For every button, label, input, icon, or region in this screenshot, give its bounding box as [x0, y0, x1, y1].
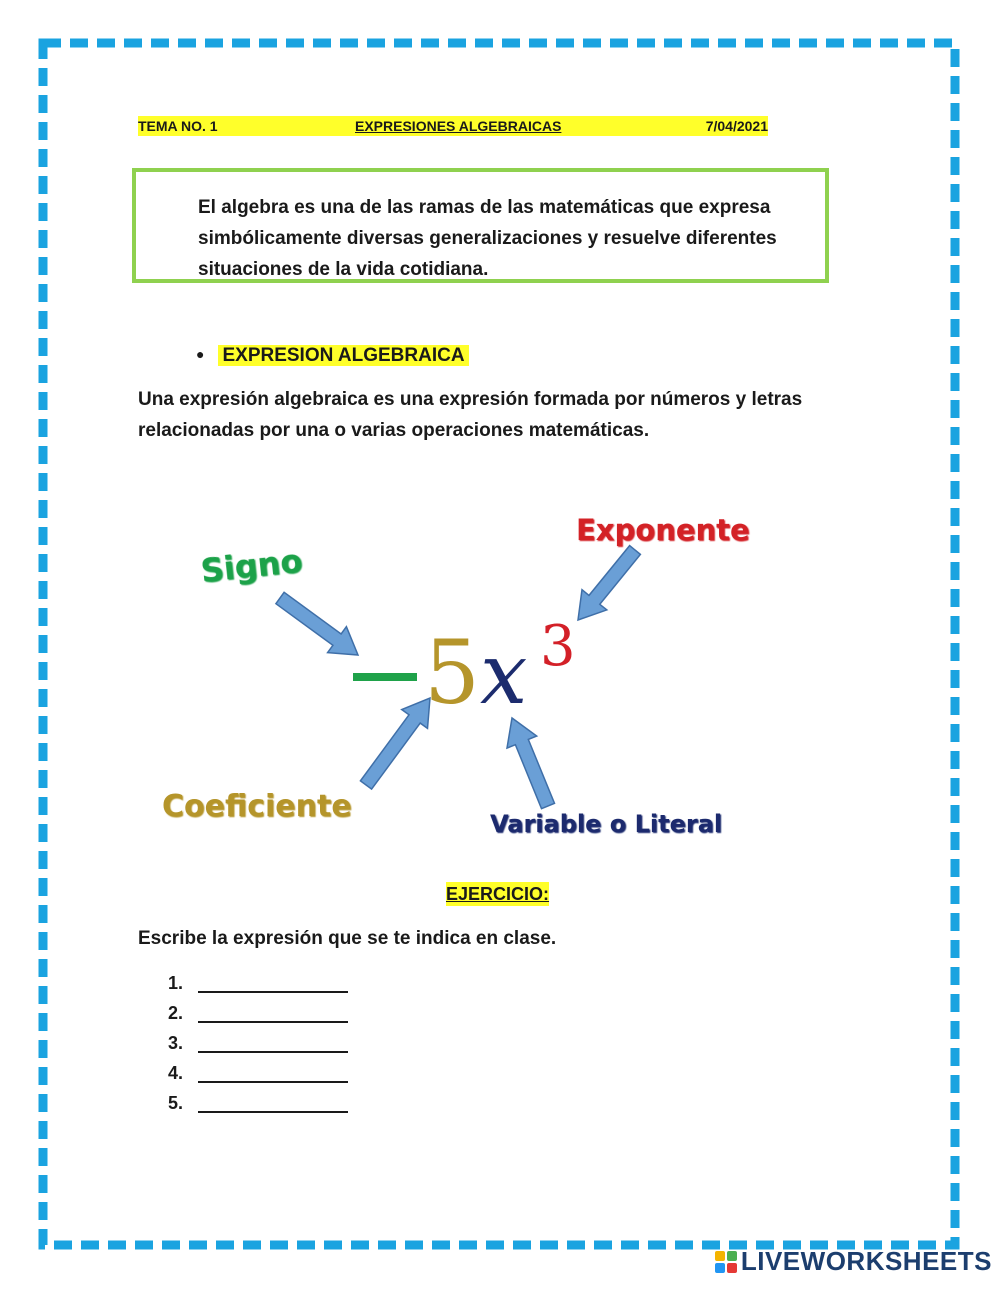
answer-item [168, 998, 348, 1028]
label-coefficient: Coeficiente [162, 789, 352, 824]
answer-blank[interactable] [198, 1033, 348, 1053]
expression [353, 614, 576, 724]
label-sign: Signo [198, 541, 304, 590]
answer-blank[interactable] [198, 1063, 348, 1083]
answer-number: 2. [168, 1003, 184, 1023]
header-row [138, 116, 768, 136]
answer-number: 1. [168, 973, 184, 993]
topic-number: TEMA NO. 1 [138, 118, 218, 134]
exercise-instruction: Escribe la expresión que se te indica en clase. [138, 928, 557, 949]
topic-date: 7/04/2021 [705, 118, 768, 134]
arrow-exponent-icon [578, 546, 640, 620]
answer-item [168, 1088, 348, 1118]
liveworksheets-logo-icon [715, 1251, 737, 1273]
topic-title: EXPRESIONES ALGEBRAICAS [355, 118, 562, 134]
label-exponent: Exponente [576, 513, 750, 547]
answer-item [168, 968, 348, 998]
answer-blank[interactable] [198, 1003, 348, 1023]
arrow-variable-icon [507, 718, 555, 809]
answer-blank[interactable] [198, 973, 348, 993]
definition-box [132, 168, 829, 283]
sign-symbol [353, 673, 417, 681]
answer-item [168, 1058, 348, 1088]
section-heading [196, 341, 469, 369]
coefficient-symbol: 5 [424, 621, 480, 724]
arrow-coefficient-icon [360, 698, 430, 789]
liveworksheets-watermark [715, 1246, 992, 1277]
answer-number: 4. [168, 1063, 184, 1083]
answer-number: 3. [168, 1033, 184, 1053]
watermark-text: LIVEWORKSHEETS [740, 1246, 992, 1276]
definition-text: El algebra es una de las ramas de las matemáticas que expresa simbólicamente diversas generalizaciones y resuelve diferentes situaciones de la vida cotidiana. [198, 197, 777, 280]
exercise-title: EJERCICIO: [446, 884, 550, 904]
answer-blank[interactable] [198, 1093, 348, 1113]
section-heading-text: EXPRESION ALGEBRAICA [218, 345, 468, 366]
answer-list [168, 968, 348, 1118]
answer-item [168, 1028, 348, 1058]
label-variable: Variable o Literal [490, 810, 723, 838]
section-paragraph: Una expresión algebraica es una expresión formada por números y letras relacionadas por una o varias operaciones matemáticas. [138, 389, 803, 441]
variable-symbol: x [480, 625, 528, 723]
exponent-symbol: 3 [540, 614, 576, 679]
expression-diagram [140, 490, 760, 860]
answer-number: 5. [168, 1093, 184, 1113]
bullet-icon: ● [196, 346, 205, 362]
arrow-sign-icon [276, 592, 358, 655]
